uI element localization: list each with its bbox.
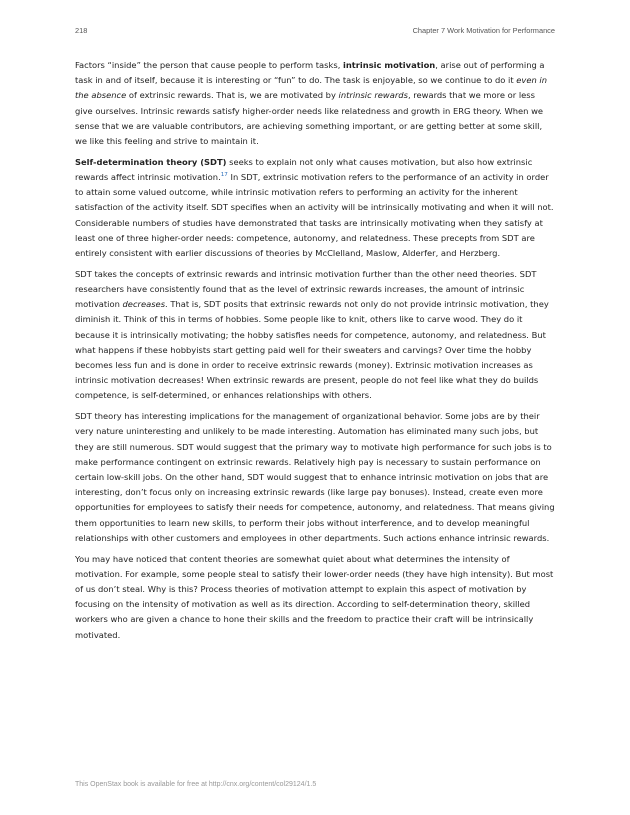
footnote-link[interactable]: 17 [220, 172, 228, 179]
emphasis: even in the absence [75, 75, 548, 101]
text-run: , rewards that we more or less give ourselves. Intrinsic rewards satisfy higher-order needs like relatedness and growth in ERG theory. When we sense that we are valuable contributors, are achieving something important, or are getting better at some skill, we like this feeling and strive to maintain it. [75, 90, 544, 147]
key-term: intrinsic motivation [343, 60, 436, 70]
key-term: Self-determination theory (SDT) [75, 156, 227, 167]
text-run: . That is, SDT posits that extrinsic rewards not only do not provide intrinsic motivation, they diminish it. Think of this in terms of hobbies. Some people like to knit, others like to carve wood. They do it because it is intrinsically motivating; the hobby satisfies needs for competence, autonomy, and relatedness. But what happens if these hobbyists start getting paid well for their sweaters and carvings? Over time the hobby becomes less fun and is done in order to receive extrinsic rewards (money). Extrinsic motivation increases as intrinsic motivation decreases! When extrinsic rewards are present, people do not feel like what they do builds competence, is self-determined, or enhances relationships with others. [75, 299, 549, 401]
emphasis: decreases [122, 299, 166, 310]
paragraph-sdt-definition [75, 155, 555, 261]
text-run: In SDT, extrinsic motivation refers to the performance of an activity in order to attain some valued outcome, while intrinsic motivation refers to performing an activity for the inherent satisfaction of the activity itself. SDT specifies when an activity will be intrinsically motivating and when it will not. Considerable numbers of studies have demonstrated that tasks are intrinsically motivating when they satisfy at least one of three higher-order needs: competence, autonomy, and relatedness. These precepts from SDT are entirely consistent with earlier discussions of theories by McClelland, Maslow, Alderfer, and Herzberg. [75, 172, 554, 259]
text-run: You may have noticed that content theories are somewhat quiet about what determines the intensity of motivation. For example, some people steal to satisfy their lower-order needs (they have high intensity). But most of us don’t steal. Why is this? Process theories of motivation attempt to explain this aspect of motivation by focusing on the intensity of motivation as well as its direction. According to self-determination theory, skilled workers who are given a chance to hone their skills and the freedom to practice their craft will be intrinsically motivated. [75, 553, 554, 640]
page-header [75, 26, 555, 38]
body-content [75, 58, 555, 648]
text-run: of extrinsic rewards. That is, we are motivated by [126, 90, 339, 101]
paragraph-intrinsic-motivation [75, 58, 555, 149]
emphasis: intrinsic rewards [338, 90, 408, 101]
text-run: Factors “inside” the person that cause people to perform tasks, [75, 60, 343, 70]
text-run: , arise out of performing a task in and of itself, because it is interesting or “fun” to do. The task is enjoyable, so we continue to do it [75, 60, 545, 86]
text-run: SDT takes the concepts of extrinsic rewards and intrinsic motivation further than the other need theories. SDT researchers have consistently found that as the level of extrinsic rewards increases, the amount of intrinsic motivation [75, 268, 537, 310]
page-number: 218 [75, 26, 88, 35]
paragraph-sdt-extrinsic [75, 267, 555, 404]
paragraph-sdt-implications [75, 409, 555, 546]
text-run: seeks to explain not only what causes motivation, but also how extrinsic rewards affect intrinsic motivation. [75, 156, 533, 183]
text-run: SDT theory has interesting implications for the management of organizational behavior. Some jobs are by their very nature uninteresting and unlikely to be made interesting. Automation has eliminated many such jobs, but they are still numerous. SDT would suggest that the primary way to motivate high performance for such jobs is to make performance contingent on extrinsic rewards. Relatively high pay is necessary to sustain performance on certain low-skill jobs. On the other hand, SDT would suggest that to enhance intrinsic motivation on jobs that are interesting, don’t focus only on increasing extrinsic rewards (like large pay bonuses). Instead, create even more opportunities for employees to satisfy their needs for competence, autonomy, and relatedness. That means giving them opportunities to learn new skills, to perform their jobs without interference, and to develop meaningful relationships with other customers and employees in other departments. Such actions enhance intrinsic rewards. [75, 411, 555, 543]
paragraph-content-theories [75, 552, 555, 643]
page-footer: This OpenStax book is available for free at http://cnx.org/content/col29124/1.5 [75, 781, 317, 788]
chapter-title: Chapter 7 Work Motivation for Performance [412, 26, 555, 35]
